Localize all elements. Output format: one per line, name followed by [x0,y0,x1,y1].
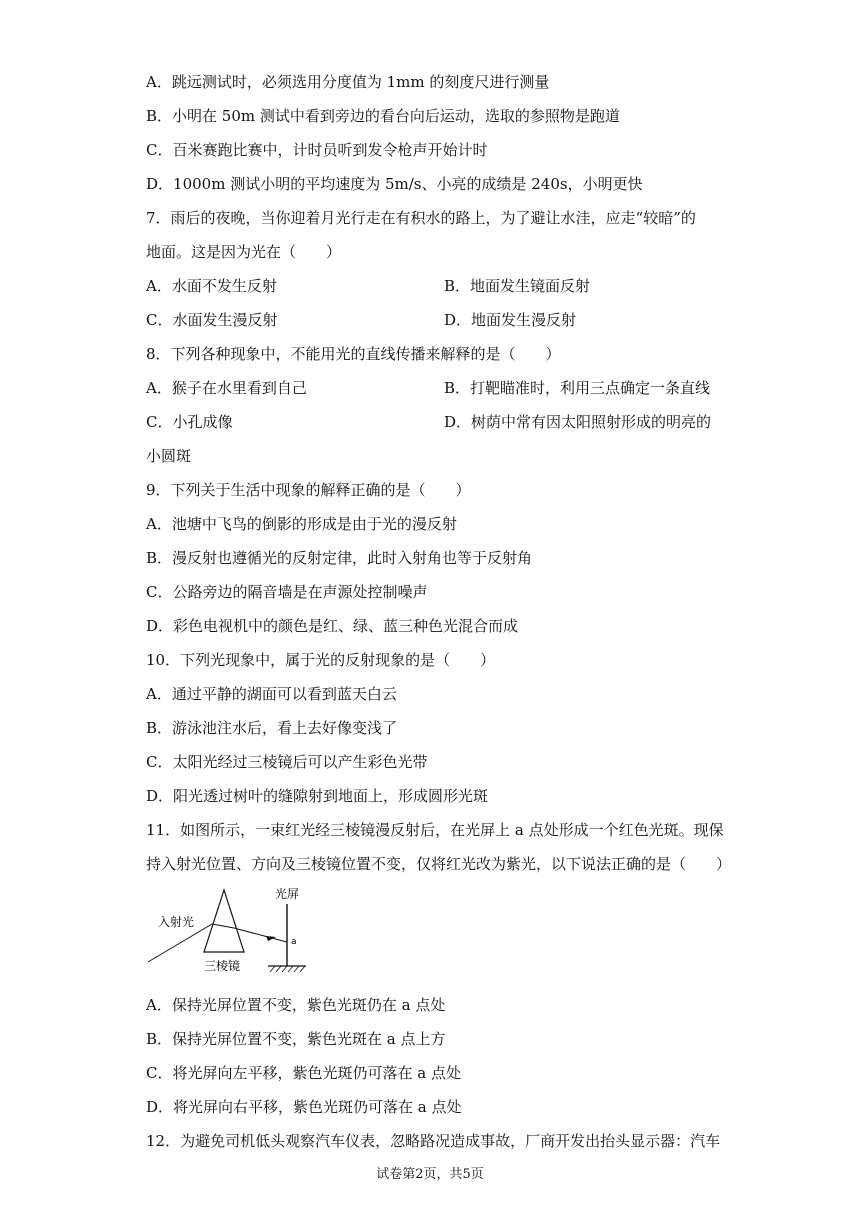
q6-option-d: D．1000m 测试小明的平均速度为 5m/s、小亮的成绩是 240s，小明更快 [146,175,643,193]
q8-option-a: A．猴子在水里看到自己 [146,379,307,397]
page-footer: 试卷第2页，共5页 [376,1167,484,1182]
q11-stem-line1: 11．如图所示，一束红光经三棱镜漫反射后，在光屏上 a 点处形成一个红色光斑。现保 [146,821,724,839]
q7-option-d: D．地面发生漫反射 [444,311,577,329]
q12-stem: 12．为避免司机低头观察汽车仪表，忽略路况造成事故，厂商开发出抬头显示器：汽车 [146,1132,721,1150]
q9-stem: 9．下列关于生活中现象的解释正确的是（ ） [146,481,471,499]
q7-stem-line2: 地面。这是因为光在（ ） [146,243,342,261]
q6-option-c: C．百米赛跑比赛中，计时员听到发令枪声开始计时 [146,141,488,159]
q10-option-a: A．通过平静的湖面可以看到蓝天白云 [146,685,397,703]
q10-stem: 10．下列光现象中，属于光的反射现象的是（ ） [146,651,496,669]
incident-light-label: 入射光 [158,915,195,929]
q6-option-a: A．跳远测试时，必须选用分度值为 1mm 的刻度尺进行测量 [146,73,550,91]
ground-hatch [270,966,305,972]
q8-option-d-continued: 小圆斑 [146,447,192,465]
q9-option-d: D．彩色电视机中的颜色是红、绿、蓝三种色光混合而成 [146,617,519,635]
q9-option-a: A．池塘中飞鸟的倒影的形成是由于光的漫反射 [146,515,457,533]
q11-stem-line2: 持入射光位置、方向及三棱镜位置不变，仅将红光改为紫光，以下说法正确的是（ ） [146,855,732,873]
q8-option-c: C．小孔成像 [146,413,233,431]
prism-label: 三棱镜 [204,959,241,973]
q11-option-d: D．将光屏向右平移，紫色光斑仍可落在 a 点处 [146,1098,462,1116]
q9-option-c: C．公路旁边的隔音墙是在声源处控制噪声 [146,583,428,601]
q9-option-b: B．漫反射也遵循光的反射定律，此时入射角也等于反射角 [146,549,533,567]
q11-option-c: C．将光屏向左平移，紫色光斑仍可落在 a 点处 [146,1064,461,1082]
q8-option-d: D．树荫中常有因太阳照射形成的明亮的 [444,413,712,431]
q7-option-b: B．地面发生镜面反射 [444,277,591,295]
q8-stem: 8．下列各种现象中，不能用光的直线传播来解释的是（ ） [146,345,561,363]
q10-option-c: C．太阳光经过三棱镜后可以产生彩色光带 [146,753,428,771]
q7-option-a: A．水面不发生反射 [146,277,277,295]
q11-option-a: A．保持光屏位置不变，紫色光斑仍在 a 点处 [146,996,446,1014]
q11-option-b: B．保持光屏位置不变，紫色光斑在 a 点上方 [146,1030,446,1048]
q8-option-b: B．打靶瞄准时，利用三点确定一条直线 [444,379,711,397]
q6-option-b: B．小明在 50m 测试中看到旁边的看台向后运动，选取的参照物是跑道 [146,107,620,125]
incident-ray [148,924,212,962]
screen-label: 光屏 [275,887,300,901]
prism-diagram [146,884,326,976]
q10-option-d: D．阳光透过树叶的缝隙射到地面上，形成圆形光斑 [146,787,489,805]
q7-option-c: C．水面发生漫反射 [146,311,278,329]
q10-option-b: B．游泳池注水后，看上去好像变浅了 [146,719,398,737]
outgoing-ray [234,928,287,942]
q7-stem-line1: 7．雨后的夜晚，当你迎着月光行走在有积水的路上，为了避让水洼，应走“较暗”的 [146,209,696,227]
point-a-label: a [291,937,297,947]
prism-shape [204,890,244,952]
